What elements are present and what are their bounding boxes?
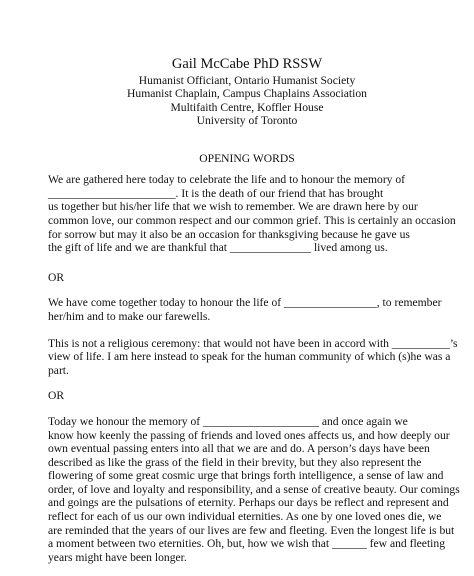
paragraph-gathered [48,173,456,255]
text-line: We are gathered here today to celebrate the life and to honour the memory of [48,173,406,187]
or-separator: OR [48,389,65,403]
affiliation-line: Humanist Chaplain, Campus Chaplains Association [127,87,367,101]
letterhead [48,56,446,127]
affiliation-line: University of Toronto [196,113,298,127]
section-title: OPENING WORDS [199,152,295,166]
text-line: ______________________. It is the death of our friend that has brought [48,186,384,200]
text-line: the gift of life and we are thankful that ______________ lived among us. [48,241,388,255]
paragraph-not-religious [48,336,458,378]
paragraph-come-together [48,296,446,323]
text-line: order, of love and loyalty and responsibility, and a sense of creative beauty. Our comings [48,482,460,496]
text-line: and goings are the pulsations of eternity. Perhaps our days be reflect and represent and [48,496,449,510]
text-line: described as like the grass of the field in their brevity, but they also represent the [48,455,422,469]
text-line: own eventual passing enters into all that we are and do. A person’s days have been [48,442,430,456]
text-line: are reminded that the years of our lives are few and fleeting. Even the longest life is but [48,523,455,537]
text-line: view of life. I am here instead to speak for the human community of which (s)he was a [48,350,451,364]
text-line: years might have been longer. [48,550,187,564]
text-line: know how keenly the passing of friends and loved ones affects us, and how deeply our [48,428,450,442]
text-line: common love, our common respect and our common grief. This is certainly an occasion [48,213,456,227]
text-line: us together but his/her life that we wish to remember. We are drawn here by our [48,200,418,214]
text-line: We have come together today to honour the life of ________________, to remember [48,296,442,310]
text-line: Today we honour the memory of ____________________ and once again we [48,414,408,428]
text-line: reflect for each of us our own individual eternities. As one by one loved ones die, we [48,510,442,524]
text-line: flowering of some great cosmic urge that brings forth intelligence, a sense of law and [48,469,444,483]
paragraph-today-we-honour [48,414,460,565]
text-line: a moment between two eternities. Oh, but, how we wish that ______ few and fleeting [48,537,445,551]
affiliation-line: Humanist Officiant, Ontario Humanist Society [138,74,356,87]
text-line: for sorrow but may it also be an occasion for thanksgiving because he gave us [48,227,410,241]
text-line: part. [48,363,69,377]
or-separator: OR [48,270,65,284]
affiliation-line: Multifaith Centre, Koffler House [170,100,324,114]
text-line: This is not a religious ceremony: that would not have been in accord with __________’s [48,336,458,350]
officiant-name: Gail McCabe PhD RSSW [171,56,323,72]
text-line: her/him and to make our farewells. [48,309,211,323]
